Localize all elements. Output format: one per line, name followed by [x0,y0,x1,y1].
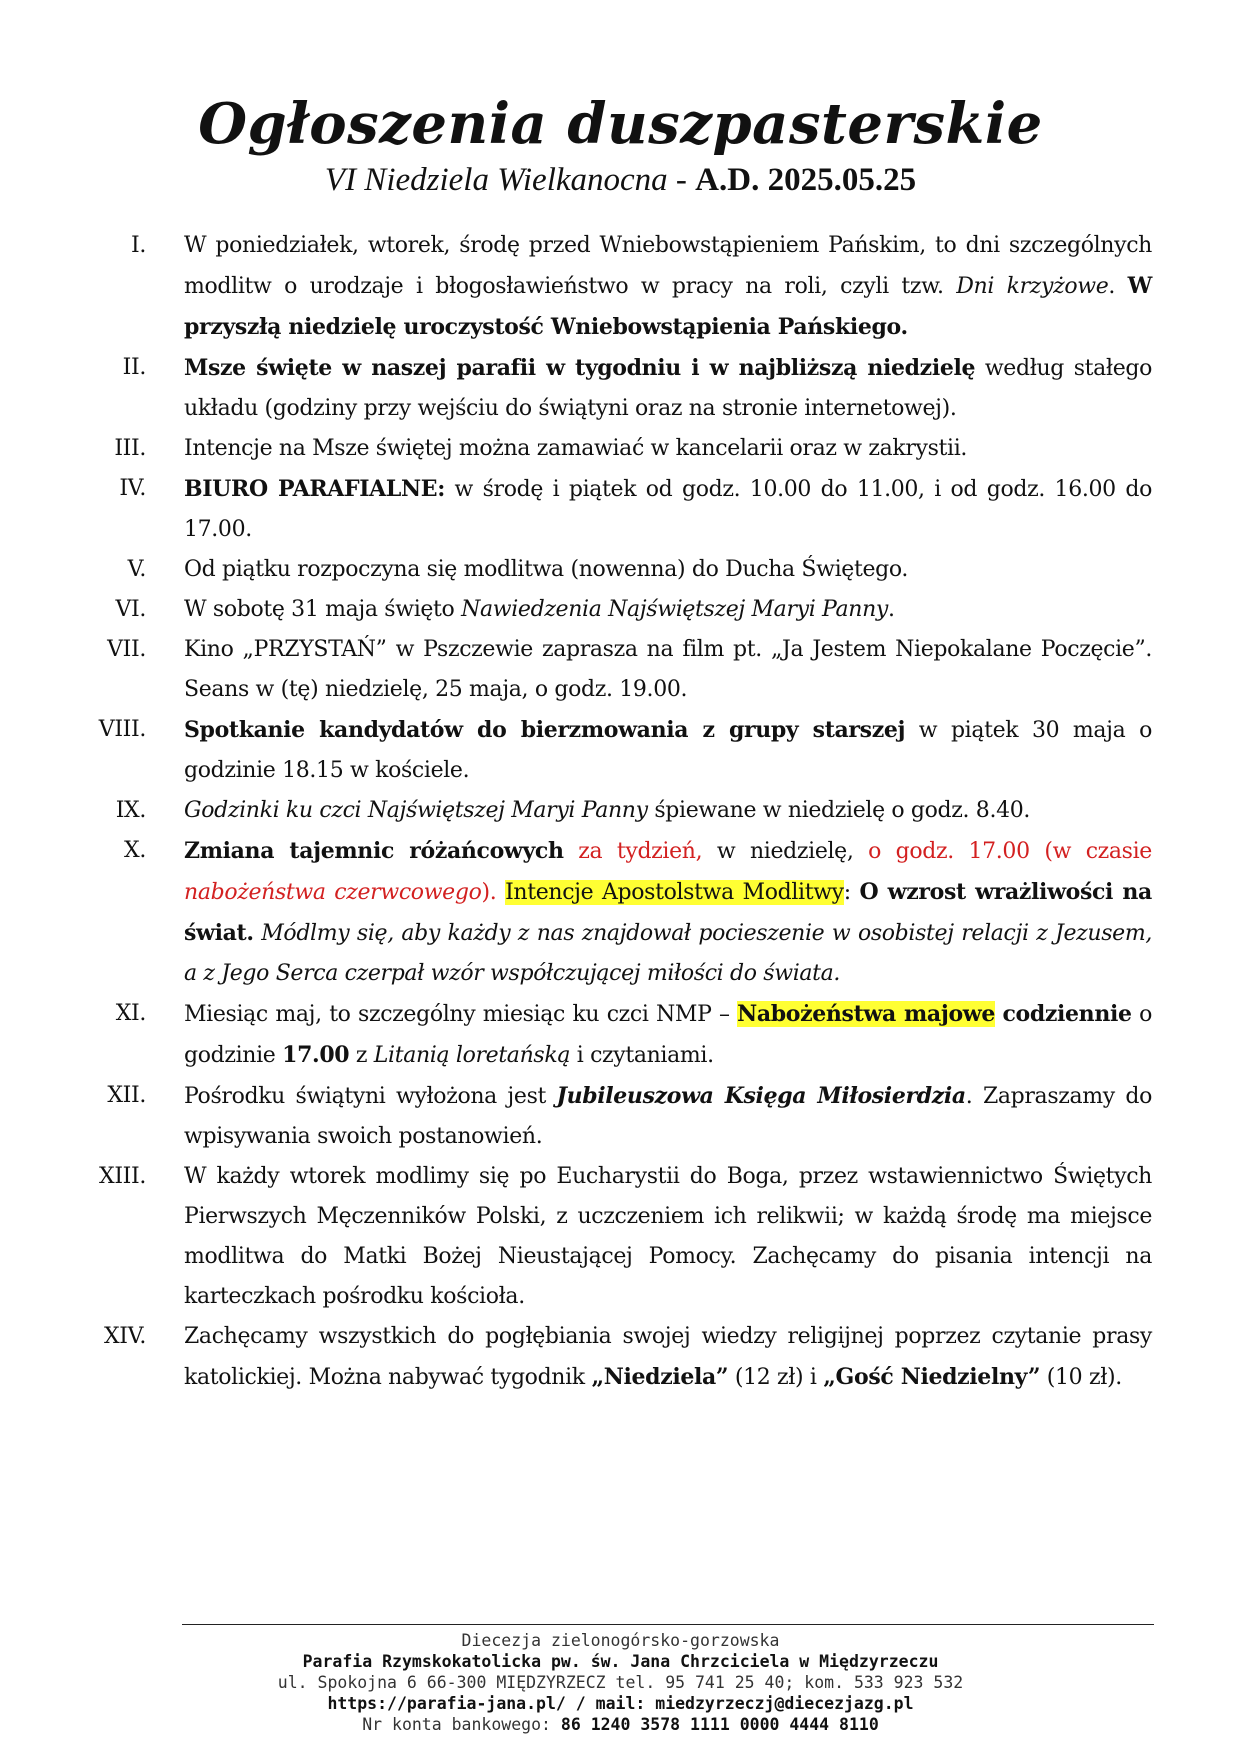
footer-account-label: Nr konta bankowego: [362,1715,561,1734]
announcement-text-run: w środę i piątek od godz. 10.00 do 11.00, i od godz. 16.00 do 17.00. [184,477,1152,542]
announcement-text-run: : [843,880,860,905]
announcement-item [0,550,1241,590]
announcement-text-run: Dni krzyżowe [956,274,1109,299]
announcement-text [184,1317,1152,1398]
announcement-text [184,710,1152,791]
announcement-text [184,590,1152,630]
announcement-text-run: z [349,1043,374,1068]
announcement-text-run: w niedzielę, [702,839,869,864]
announcement-item [0,791,1241,831]
announcement-text-run: W każdy wtorek modlimy się po Eucharystii do Boga, przez wstawiennictwo Świętych Pierwszych Męczenników Polski, z uczczeniem ich relikwii; w każdą środę ma miejsce modlitwa do Matki Bożej Nieustającej Pomocy. Zachęcamy do pisania intencji na karteczkach pośrodku kościoła. [184,1164,1152,1309]
announcement-text-run: . Zapraszamy do wpisywania swoich postanowień. [184,1084,1152,1149]
announcement-text-run: . [1108,274,1128,299]
announcement-number: XI. [115,1001,146,1026]
announcement-text-run [564,839,579,864]
announcement-item [0,1317,1241,1398]
announcement-text-run: ). [481,880,497,905]
announcement-number: VIII. [98,717,146,742]
announcement-text-run: według stałego układu (godziny przy wejściu do świątyni oraz na stronie internetowej). [184,356,1152,421]
announcement-text [184,791,1152,831]
footer-account-number: 86 1240 3578 1111 0000 4444 8110 [560,1715,879,1734]
announcement-number: V. [127,557,146,582]
announcement-text-run [496,880,505,905]
announcement-text-run: „Gość Niedzielny” [823,1364,1041,1390]
announcement-text-run: BIURO PARAFIALNE: [184,476,445,502]
announcement-number: X. [124,838,146,863]
announcement-text-run: O wzrost wrażliwości na świat. [184,879,1152,946]
page-title: Ogłoszenia duszpasterskie [198,91,1043,157]
announcement-number: VII. [107,637,146,662]
announcement-text-run: i czytaniami. [570,1043,714,1068]
announcement-text [184,348,1152,429]
announcement-number: II. [122,355,146,380]
announcement-text [184,994,1152,1076]
announcement-text-run: Od piątku rozpoczyna się modlitwa (nowenna) do Ducha Świętego. [184,557,909,582]
announcement-number: XIII. [99,1164,146,1189]
announcement-item [0,348,1241,429]
announcements-list [0,226,1241,1398]
announcement-text-run: Zachęcamy wszystkich do pogłębiania swojej wiedzy religijnej poprzez czytanie prasy katolickiej. Można nabywać tygodnik [184,1324,1152,1390]
announcement-item [0,994,1241,1076]
announcement-text-run: W przyszłą niedzielę uroczystość Wniebowstąpienia Pańskiego. [184,273,1152,340]
announcement-text-run: w piątek 30 maja o godzinie 18.15 w kościele. [184,718,1152,783]
announcement-text-run: . [887,597,895,622]
announcement-text [184,429,1152,469]
footer-divider [182,1624,1154,1625]
announcement-text-run: 17.00 [282,1042,350,1068]
announcement-text-run: Kino „PRZYSTAŃ” w Pszczewie zaprasza na film pt. „Ja Jestem Niepokalane Poczęcie”. Seans w (tę) niedzielę, 25 maja, o godz. 19.00. [184,637,1152,702]
announcement-number: IX. [115,798,146,823]
announcement-text-run: Intencje Apostolstwa Modlitwy [505,880,844,905]
announcement-text-run: o godz. 17.00 (w czasie [868,839,1152,864]
announcement-text-run: Miesiąc maj, to szczególny miesiąc ku czci NMP – [184,1002,738,1027]
announcement-number: IV. [119,476,146,501]
announcement-text-run: za tydzień, [578,839,703,864]
announcement-number: VI. [115,597,146,622]
announcement-text-run: Nabożeństwa majowe [737,1001,996,1027]
announcement-item [0,1076,1241,1157]
announcement-item [0,1157,1241,1317]
announcement-item [0,630,1241,710]
announcement-item [0,590,1241,630]
page-subtitle [0,160,1241,200]
announcement-text [184,226,1152,348]
announcement-item [0,469,1241,550]
announcement-item [0,429,1241,469]
announcement-text-run: (10 zł). [1040,1365,1122,1390]
announcement-text-run: Intencje na Msze świętej można zamawiać w kancelarii oraz w zakrystii. [184,436,968,461]
announcement-text-run: Msze święte w naszej parafii w tygodniu i w najbliższą niedzielę [184,355,976,381]
announcement-text-run: W poniedziałek, wtorek, środę przed Wniebowstąpieniem Pańskim, to dni szczególnych modlitw o urodzaje i błogosławieństwo w pracy na roli, czyli tzw. [184,233,1152,299]
announcement-text-run: Zmiana tajemnic różańcowych [184,838,564,864]
announcement-number: XIV. [104,1324,146,1349]
announcement-text-run: Spotkanie kandydatów do bierzmowania z grupy starszej [184,717,906,743]
footer-parish: Parafia Rzymskokatolicka pw. św. Jana Chrzciciela w Międzyrzeczu [302,1652,939,1671]
subtitle-sunday: VI Niedziela Wielkanocna - [324,162,696,198]
announcement-text-run: „Niedziela” [591,1364,729,1390]
announcement-text [184,1076,1152,1157]
announcement-text [184,831,1152,994]
subtitle-date: A.D. 2025.05.25 [695,162,917,198]
announcement-text-run: codziennie [1002,1001,1132,1027]
footer [0,1630,1241,1735]
announcement-text-run: śpiewane w niedzielę o godz. 8.40. [647,798,1031,823]
announcement-text-run: nabożeństwa czerwcowego [184,880,482,905]
announcement-text-run: Pośrodku świątyni wyłożona jest [184,1084,557,1109]
announcement-text-run: Jubileuszowa Księga Miłosierdzia [556,1083,966,1109]
announcement-text-run: Godzinki ku czci Najświętszej Maryi Panny [184,798,648,823]
announcement-text [184,1157,1152,1317]
announcement-number: XII. [107,1083,146,1108]
announcement-number: III. [114,436,146,461]
announcement-text [184,630,1152,710]
announcement-text [184,469,1152,550]
announcement-text-run: (12 zł) i [728,1365,824,1390]
announcement-text-run: Nawiedzenia Najświętszej Maryi Panny [461,597,888,622]
footer-diocese: Diecezja zielonogórsko-gorzowska [461,1631,780,1650]
announcement-text [184,550,1152,590]
footer-address: ul. Spokojna 6 66-300 MIĘDZYRZECZ tel. 95 741 25 40; kom. 533 923 532 [277,1673,964,1692]
announcement-text-run: Litanią loretańską [373,1043,571,1068]
announcement-text-run: Módlmy się, aby każdy z nas znajdował pocieszenie w osobistej relacji z Jezusem, a z Jego Serca czerpał wzór współczującej miłości do świata. [184,921,1152,986]
footer-account [0,1714,1241,1735]
announcement-item [0,226,1241,348]
announcement-item [0,710,1241,791]
announcement-text-run: W sobotę 31 maja święto [184,597,462,622]
announcement-text-run: o godzinie [184,1002,1152,1068]
footer-web-mail: https://parafia-jana.pl/ / mail: miedzyrzeczj@diecezjazg.pl [327,1694,914,1713]
announcement-item [0,831,1241,994]
announcement-number: I. [131,233,146,258]
